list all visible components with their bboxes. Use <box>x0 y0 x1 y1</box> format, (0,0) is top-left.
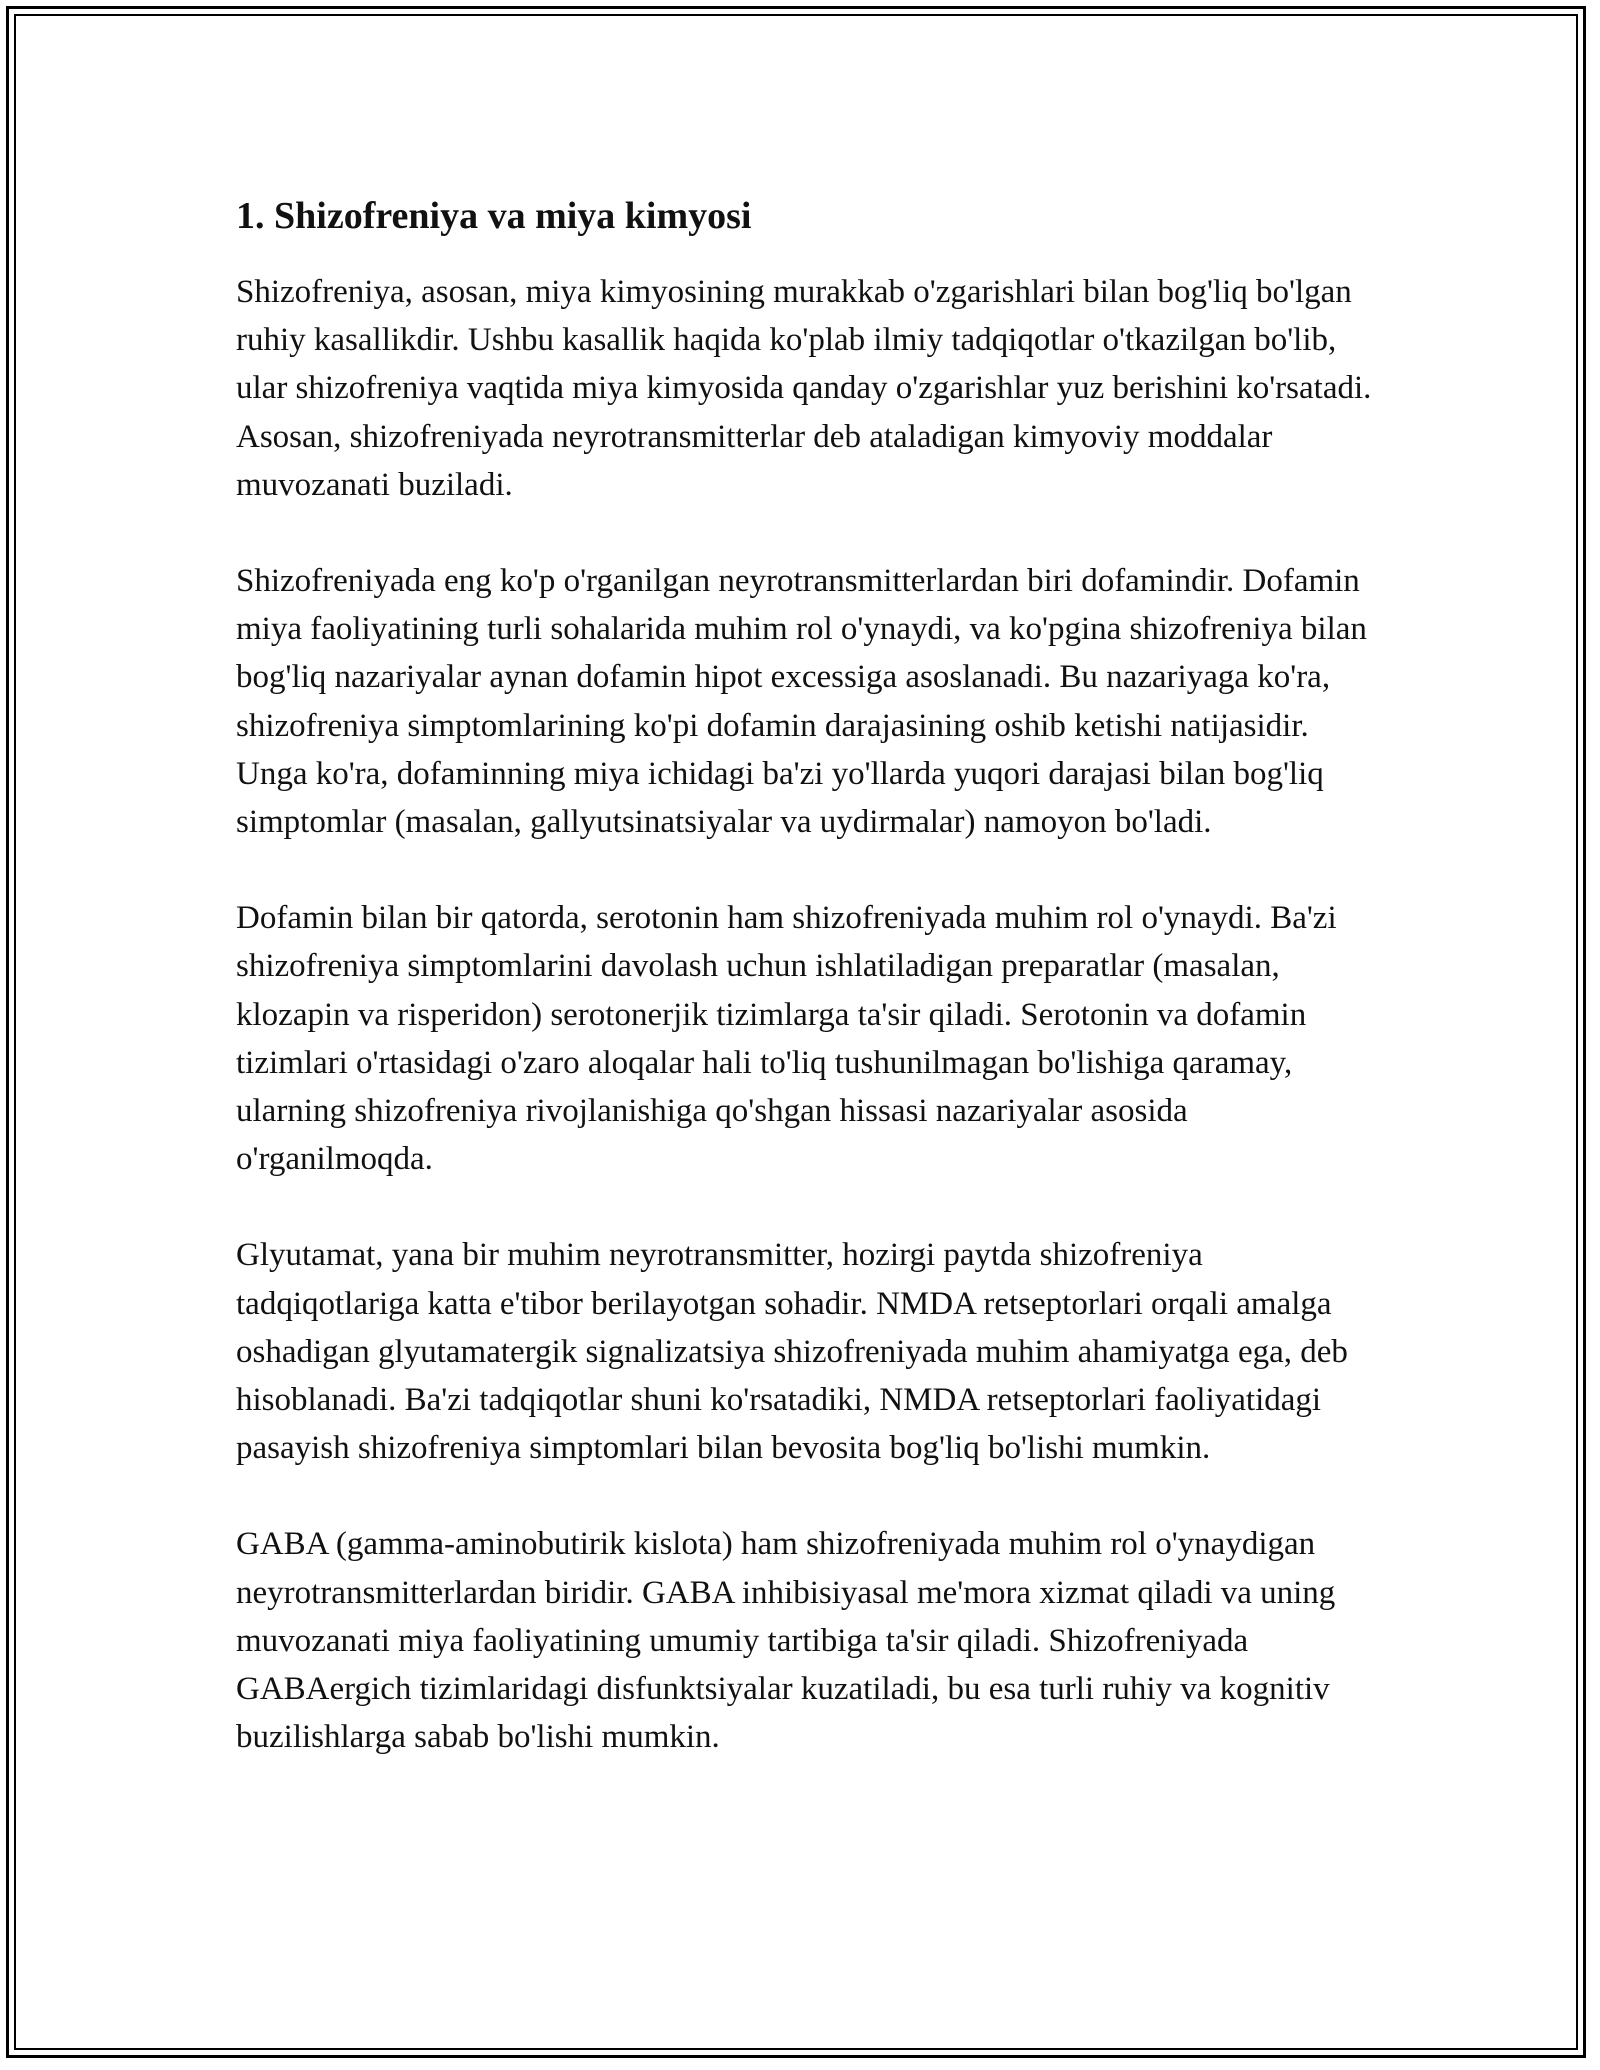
document-body <box>236 190 1376 1809</box>
section-heading: 1. Shizofreniya va miya kimyosi <box>236 195 752 237</box>
paragraph-intro: Shizofreniya, asosan, miya kimyosining murakkab o'zgarishlari bilan bog'liq bo'lgan ruhiy kasallikdir. Ushbu kasallik haqida ko'plab ilmiy tadqiqotlar o'tkazilgan bo'lib, ular shizofreniya vaqtida miya kimyosida qanday o'zgarishlar yuz berishini ko'rsatadi. Asosan, shizofreniyada neyrotransmitterlar deb ataladigan kimyoviy moddalar muvozanati buziladi. <box>236 274 1372 503</box>
paragraph-gaba: GABA (gamma-aminobutirik kislota) ham shizofreniyada muhim rol o'ynaydigan neyrotransmitterlardan biridir. GABA inhibisiyasal me'mora xizmat qiladi va uning muvozanati miya faoliyatining umumiy tartibiga ta'sir qiladi. Shizofreniyada GABAergich tizimlaridagi disfunktsiyalar kuzatiladi, bu esa turli ruhiy va kognitiv buzilishlarga sabab bo'lishi mumkin. <box>236 1526 1336 1756</box>
paragraph-serotonin: Dofamin bilan bir qatorda, serotonin ham shizofreniyada muhim rol o'ynaydi. Ba'zi shizofreniya simptomlarini davolash uchun ishlatiladigan preparatlar (masalan, klozapin va risperidon) serotonerjik tizimlarga ta'sir qiladi. Serotonin va dofamin tizimlari o'rtasidagi o'zaro aloqalar hali to'liq tushunilmagan bo'lishiga qaramay, ularning shizofreniya rivojlanishiga qo'shgan hissasi nazariyalar asosida o'rganilmoqda. <box>236 900 1337 1178</box>
paragraph-glutamate: Glyutamat, yana bir muhim neyrotransmitter, hozirgi paytda shizofreniya tadqiqotlariga katta e'tibor berilayotgan sohadir. NMDA retseptorlari orqali amalga oshadigan glyutamatergik signalizatsiya shizofreniyada muhim ahamiyatga ega, deb hisoblanadi. Ba'zi tadqiqotlar shuni ko'rsatadiki, NMDA retseptorlari faoliyatidagi pasayish shizofreniya simptomlari bilan bevosita bog'liq bo'lishi mumkin. <box>236 1237 1348 1467</box>
paragraph-dopamine: Shizofreniyada eng ko'p o'rganilgan neyrotransmitterlardan biri dofamindir. Dofamin miya faoliyatining turli sohalarida muhim rol o'ynaydi, va ko'pgina shizofreniya bilan bog'liq nazariyalar aynan dofamin hipot excessiga asoslanadi. Bu nazariyaga ko'ra, shizofreniya simptomlarining ko'pi dofamin darajasining oshib ketishi natijasidir. Unga ko'ra, dofaminning miya ichidagi ba'zi yo'llarda yuqori darajasi bilan bog'liq simptomlar (masalan, gallyutsinatsiyalar va uydirmalar) namoyon bo'ladi. <box>236 563 1367 841</box>
